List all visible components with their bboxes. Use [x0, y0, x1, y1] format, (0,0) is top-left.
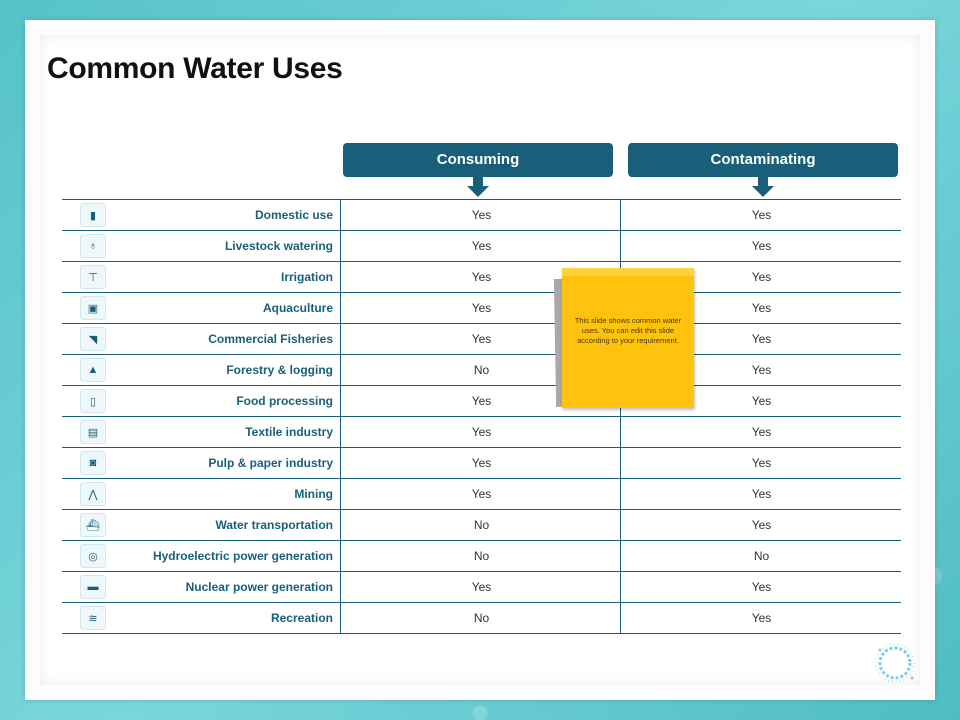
row-label: Irrigation [280, 270, 333, 284]
table-row [62, 200, 901, 231]
row-label: Textile industry [245, 425, 333, 439]
table-row [62, 510, 901, 541]
contaminating-value: Yes [620, 417, 902, 447]
consuming-value: Yes [340, 262, 622, 292]
contaminating-header [628, 143, 898, 177]
water-uses-table [62, 199, 901, 634]
page-title: Common Water Uses [47, 52, 343, 85]
house-icon: ▮ [80, 203, 106, 227]
fish-tank-icon: ▣ [80, 296, 106, 320]
table-row [62, 386, 901, 417]
fish-icon: ◥ [80, 327, 106, 351]
consuming-value: Yes [340, 448, 622, 478]
contaminating-value: Yes [620, 572, 902, 602]
row-label: Pulp & paper industry [208, 456, 333, 470]
table-row [62, 603, 901, 634]
ship-icon: ⛴ [80, 513, 106, 537]
consuming-value: No [340, 541, 622, 571]
bottle-icon: ▯ [80, 389, 106, 413]
contaminating-value: Yes [620, 262, 902, 292]
row-label: Forestry & logging [226, 363, 333, 377]
consuming-value: Yes [340, 293, 622, 323]
consuming-value: Yes [340, 200, 622, 230]
trees-icon: ▲ [80, 358, 106, 382]
contaminating-value: Yes [620, 510, 902, 540]
contaminating-value: Yes [620, 231, 902, 261]
consuming-header-label: Consuming [436, 151, 520, 168]
row-label: Food processing [236, 394, 333, 408]
table-row [62, 355, 901, 386]
fabric-icon: ▤ [80, 420, 106, 444]
row-label: Nuclear power generation [185, 580, 333, 594]
consuming-header [343, 143, 613, 177]
turbine-icon: ◎ [80, 544, 106, 568]
table-row [62, 231, 901, 262]
row-label: Hydroelectric power generation [152, 549, 333, 563]
contaminating-value: Yes [620, 293, 902, 323]
consuming-value: No [340, 510, 622, 540]
contaminating-value: Yes [620, 386, 902, 416]
table-row [62, 262, 901, 293]
row-label: Aquaculture [262, 301, 333, 315]
row-label: Commercial Fisheries [208, 332, 333, 346]
table-row [62, 324, 901, 355]
table-row [62, 541, 901, 572]
row-label: Water transportation [215, 518, 333, 532]
nuclear-plant-icon: ▬ [80, 575, 106, 599]
pool-icon: ≋ [80, 606, 106, 630]
table-row [62, 293, 901, 324]
sticky-note[interactable] [562, 268, 694, 408]
contaminating-value: Yes [620, 603, 902, 633]
contaminating-value: Yes [620, 355, 902, 385]
mountain-icon: ⋀ [80, 482, 106, 506]
consuming-value: Yes [340, 324, 622, 354]
consuming-value: Yes [340, 231, 622, 261]
table-row [62, 572, 901, 603]
consuming-value: Yes [340, 386, 622, 416]
contaminating-value: No [620, 541, 902, 571]
contaminating-value: Yes [620, 200, 902, 230]
water-splash-icon [872, 640, 918, 686]
row-label: Mining [294, 487, 333, 501]
consuming-value: No [340, 603, 622, 633]
contaminating-value: Yes [620, 324, 902, 354]
consuming-value: Yes [340, 417, 622, 447]
livestock-icon: ♁ [80, 234, 106, 258]
row-label: Livestock watering [224, 239, 333, 253]
consuming-value: Yes [340, 572, 622, 602]
row-label: Recreation [270, 611, 333, 625]
contaminating-header-label: Contaminating [710, 151, 816, 168]
contaminating-value: Yes [620, 448, 902, 478]
table-row [62, 417, 901, 448]
faucet-icon: ⊤ [80, 265, 106, 289]
consuming-value: No [340, 355, 622, 385]
sticky-note-text: This slide shows common water uses. You can edit this slide according to your requirement. [574, 316, 682, 345]
row-label: Domestic use [254, 208, 333, 222]
consuming-value: Yes [340, 479, 622, 509]
table-row [62, 479, 901, 510]
table-row [62, 448, 901, 479]
paper-roll-icon: ◙ [80, 451, 106, 475]
contaminating-value: Yes [620, 479, 902, 509]
